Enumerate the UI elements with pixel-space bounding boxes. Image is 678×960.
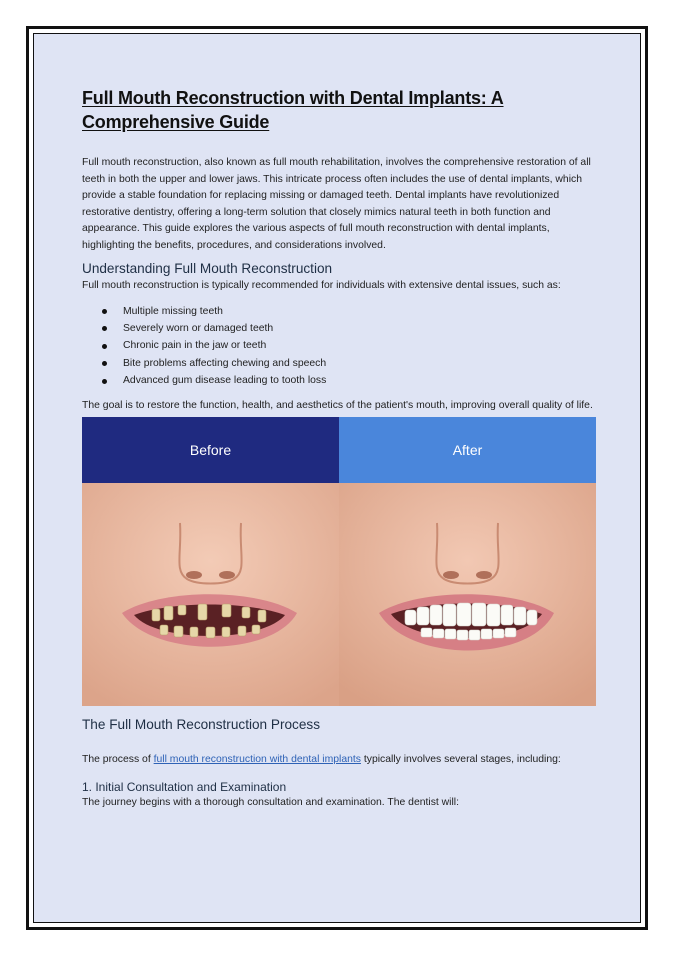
section-heading-process: The Full Mouth Reconstruction Process — [82, 717, 320, 733]
bullet-icon — [102, 361, 107, 366]
bullet-icon — [102, 326, 107, 331]
list-item: Multiple missing teeth — [82, 303, 598, 320]
list-item: Advanced gum disease leading to tooth loss — [82, 372, 598, 389]
after-label: After — [452, 442, 483, 459]
page-border — [26, 26, 648, 930]
after-header — [339, 417, 596, 483]
consultation-paragraph: The journey begins with a thorough consultation and examination. The dentist will: — [82, 796, 459, 808]
before-after-image — [82, 417, 596, 706]
list-item: Chronic pain in the jaw or teeth — [82, 337, 598, 354]
before-photo — [82, 483, 339, 706]
intro-paragraph: Full mouth reconstruction, also known as full mouth rehabilitation, involves the comprehensive restoration of all teeth in both the upper and lower jaws. This intricate process often includes the use of dental implants, which provide a stable foundation for replacing missing or damaged teeth. Dental implants have revolutionized restorative dentistry, offering a long-term solution that closely mimics natural teeth in both function and appearance. This guide explores the various aspects of full mouth reconstruction with dental implants, highlighting the benefits, procedures, and considerations involved. — [82, 157, 591, 251]
after-smile-image — [339, 483, 596, 706]
after-panel — [339, 417, 596, 706]
after-photo — [339, 483, 596, 706]
before-panel — [82, 417, 339, 706]
bullet-icon — [102, 309, 107, 314]
issues-list — [82, 303, 598, 390]
document-title: Full Mouth Reconstruction with Dental Implants: A Comprehensive Guide — [82, 88, 504, 132]
before-smile-image — [82, 483, 339, 706]
bullet-icon — [102, 344, 107, 349]
dental-implants-link[interactable]: full mouth reconstruction with dental implants — [153, 754, 361, 766]
section-heading-understanding: Understanding Full Mouth Reconstruction — [82, 261, 333, 276]
before-label: Before — [189, 442, 232, 459]
page — [33, 33, 641, 923]
section-lead-paragraph: Full mouth reconstruction is typically recommended for individuals with extensive dental issues, such as: — [82, 280, 561, 291]
section-closing-paragraph: The goal is to restore the function, health, and aesthetics of the patient's mouth, improving overall quality of life. — [82, 399, 593, 411]
process-paragraph: The process of full mouth reconstruction with dental implants typically involves several stages, including: — [82, 754, 561, 766]
before-header — [82, 417, 339, 483]
document-body — [82, 86, 598, 811]
list-item: Severely worn or damaged teeth — [82, 320, 598, 337]
subsection-heading-consultation: 1. Initial Consultation and Examination — [82, 779, 287, 794]
list-item: Bite problems affecting chewing and speech — [82, 355, 598, 372]
bullet-icon — [102, 379, 107, 384]
